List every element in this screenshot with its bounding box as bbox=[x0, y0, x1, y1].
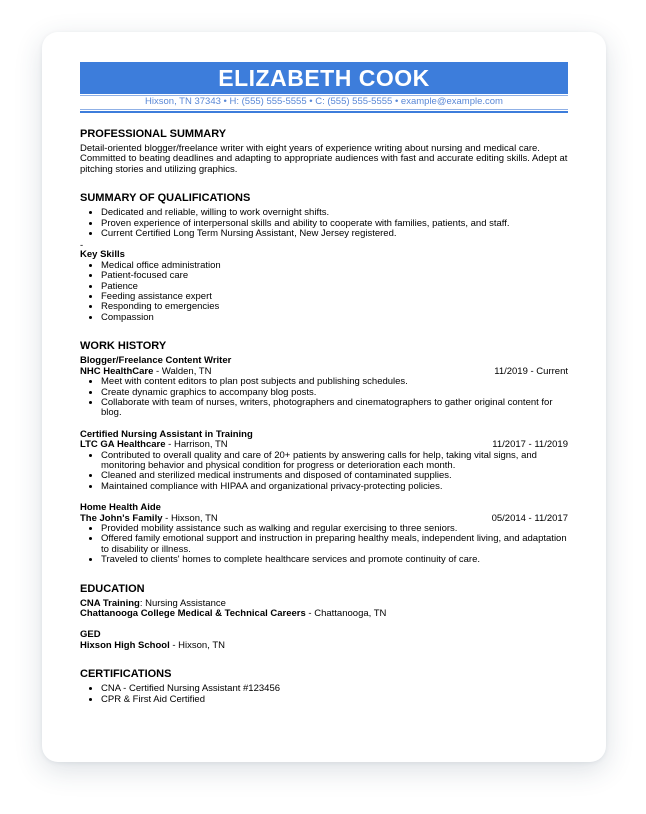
education-school: Chattanooga College Medical & Technical Careers bbox=[80, 608, 306, 619]
list-item: • Proven experience of interpersonal skills and ability to cooperate with families, patients, and staff. bbox=[101, 219, 568, 229]
job-title: Certified Nursing Assistant in Training bbox=[80, 428, 253, 440]
contact-line: Hixson, TN 37343 • H: (555) 555-5555 • C: (555) 555-5555 • example@example.com bbox=[80, 95, 568, 108]
candidate-name: ELIZABETH COOK bbox=[218, 65, 430, 91]
key-skills-list bbox=[80, 261, 568, 323]
list-item: • Maintained compliance with HIPAA and organizational privacy-protecting policies. bbox=[101, 482, 568, 492]
employer-location: - Hixson, TN bbox=[162, 512, 218, 524]
education-school-line bbox=[80, 609, 568, 619]
list-item: • Patient-focused care bbox=[101, 271, 568, 281]
job-title: Home Health Aide bbox=[80, 502, 161, 514]
header-rule-thick bbox=[80, 111, 568, 113]
list-item: • Traveled to clients' homes to complete healthcare services and promote continuity of care. bbox=[101, 555, 568, 565]
education-entry bbox=[80, 630, 568, 651]
job-entry bbox=[80, 503, 568, 565]
job-title: Blogger/Freelance Content Writer bbox=[80, 355, 232, 367]
job-dates: 05/2014 - 11/2017 bbox=[491, 512, 568, 524]
employer-location: - Harrison, TN bbox=[165, 439, 228, 451]
list-item: • Dedicated and reliable, willing to work overnight shifts. bbox=[101, 208, 568, 218]
list-item: • CPR & First Aid Certified bbox=[101, 695, 568, 705]
education-title: EDUCATION bbox=[80, 582, 145, 595]
certifications-title: CERTIFICATIONS bbox=[80, 668, 172, 681]
education-school: Hixson High School bbox=[80, 639, 170, 651]
job-entry bbox=[80, 356, 568, 418]
education-field: : Nursing Assistance bbox=[139, 597, 226, 609]
resume-card bbox=[42, 32, 606, 762]
list-item: • Responding to emergencies bbox=[101, 302, 568, 312]
education-location: - Hixson, TN bbox=[169, 639, 225, 651]
list-item: • Provided mobility assistance such as walking and regular exercising to three seniors. bbox=[101, 524, 568, 534]
name-banner bbox=[80, 62, 568, 94]
education-location: - Chattanooga, TN bbox=[305, 608, 387, 619]
job-dates: 11/2019 - Current bbox=[494, 365, 568, 377]
education-school-line bbox=[80, 641, 568, 651]
list-item: • CNA - Certified Nursing Assistant #123456 bbox=[101, 684, 568, 694]
job-employer-line bbox=[80, 440, 568, 450]
education-degree: GED bbox=[80, 629, 101, 641]
header-rule-thin bbox=[80, 109, 568, 110]
summary-title: PROFESSIONAL SUMMARY bbox=[80, 128, 227, 140]
separator-dash: - bbox=[80, 240, 84, 252]
job-bullets bbox=[80, 524, 568, 566]
list-item: • Current Certified Long Term Nursing Assistant, New Jersey registered. bbox=[101, 229, 568, 239]
list-item: • Feeding assistance expert bbox=[101, 292, 568, 302]
list-item: • Cleaned and sterilized medical instruments and disposed of contaminated supplies. bbox=[101, 471, 568, 481]
employer-name: LTC GA Healthcare bbox=[80, 439, 166, 451]
certifications-list bbox=[80, 684, 568, 705]
list-item: • Meet with content editors to plan post subjects and publishing schedules. bbox=[101, 377, 568, 387]
qualifications-title: SUMMARY OF QUALIFICATIONS bbox=[80, 192, 251, 205]
employer-block bbox=[80, 440, 228, 450]
education-degree: CNA Training bbox=[80, 597, 140, 609]
list-item: • Medical office administration bbox=[101, 261, 568, 271]
qualifications-list bbox=[80, 208, 568, 239]
resume-document bbox=[80, 62, 568, 705]
job-bullets bbox=[80, 377, 568, 419]
key-skills-title: Key Skills bbox=[80, 249, 125, 261]
summary-text: Detail-oriented blogger/freelance writer with eight years of experience writing about nursing and medical care. Committed to beating deadlines and adapting to appropriate audiences with fast and accurate editing skills. Adept at pitching stories and utilizing graphics. bbox=[80, 143, 568, 175]
list-item: • Contributed to overall quality and care of 20+ patients by answering calls for help, taking vital signs, and monitoring behavior and physical condition for progress or deterioration each month. bbox=[101, 451, 568, 472]
education-entry bbox=[80, 599, 568, 620]
employer-name: NHC HealthCare bbox=[80, 365, 154, 377]
employer-location: - Walden, TN bbox=[153, 365, 212, 377]
job-entry bbox=[80, 430, 568, 492]
employer-name: The John's Family bbox=[80, 512, 163, 524]
list-item: • Compassion bbox=[101, 313, 568, 323]
job-bullets bbox=[80, 451, 568, 493]
list-item: • Collaborate with team of nurses, writers, photographers and cinematographers to gather original content for blog. bbox=[101, 398, 568, 419]
list-item: • Offered family emotional support and instruction in preparing healthy meals, independent living, and adaptation to disability or illness. bbox=[101, 534, 568, 555]
list-item: • Create dynamic graphics to accompany blog posts. bbox=[101, 388, 568, 398]
list-item: • Patience bbox=[101, 282, 568, 292]
work-history-title: WORK HISTORY bbox=[80, 340, 167, 353]
job-dates: 11/2017 - 11/2019 bbox=[492, 439, 568, 451]
